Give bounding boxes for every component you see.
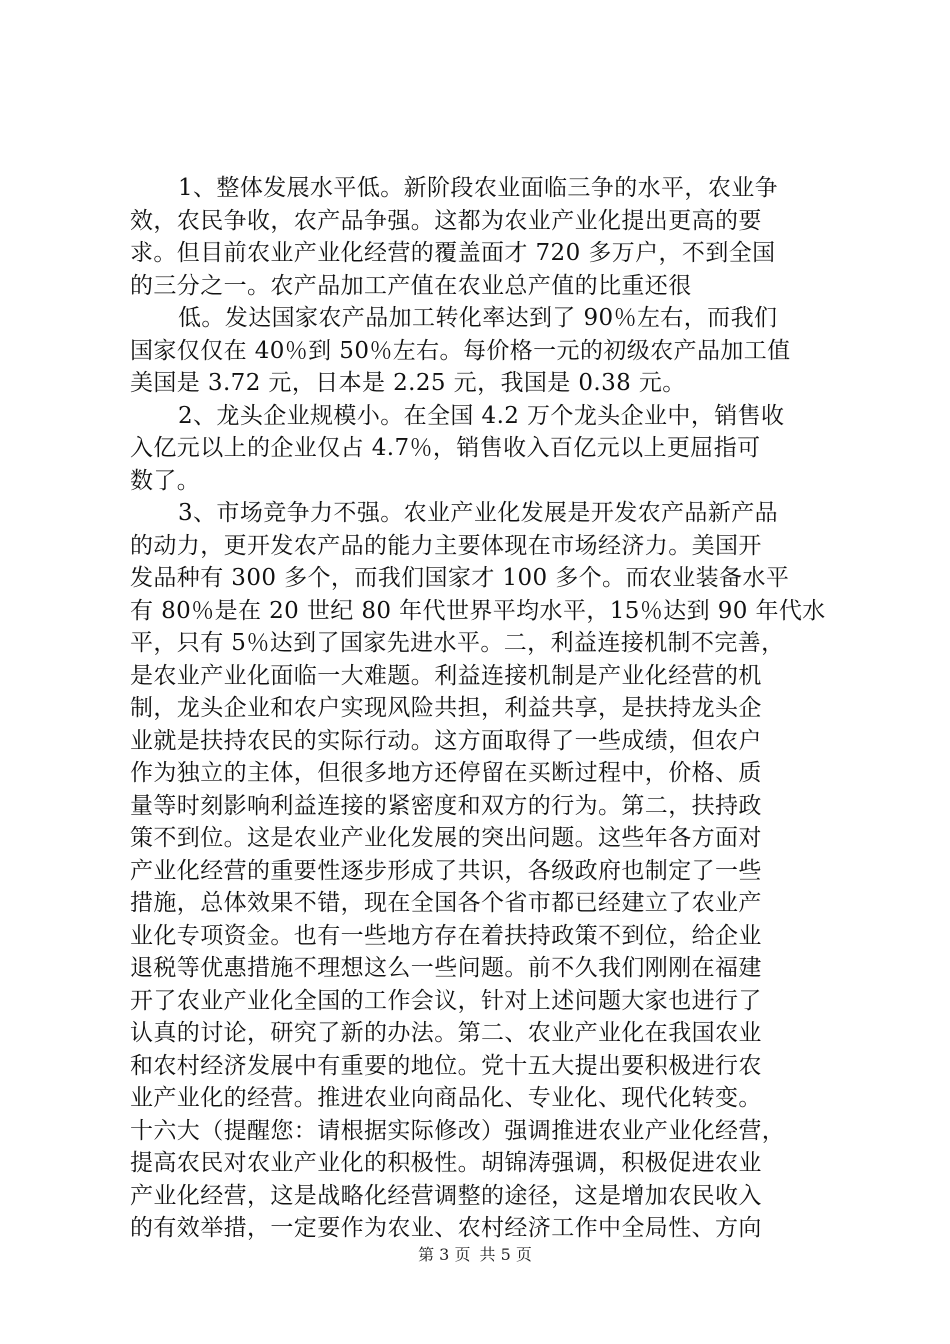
text-line: 制，龙头企业和农户实现风险共担，利益共享，是扶持龙头企 xyxy=(130,695,762,721)
text-line: 十六大（提醒您：请根据实际修改）强调推进农业产业化经营， xyxy=(130,1117,786,1144)
text-line: 作为独立的主体，但很多地方还停留在买断过程中，价格、质 xyxy=(130,760,762,786)
page-number-current: 第 3 页 xyxy=(418,1245,471,1264)
page-number-total: 共 5 页 xyxy=(479,1245,532,1264)
body-text xyxy=(130,172,830,1245)
text-line: 的动力，更开发农产品的能力主要体现在市场经济力。美国开 xyxy=(130,532,762,559)
text-line: 3、市场竞争力不强。农业产业化发展是开发农产品新产品 xyxy=(178,500,779,526)
text-line: 数了。 xyxy=(130,467,201,494)
text-line: 有 80％是在 20 世纪 80 年代世界平均水平，15％达到 90 年代水 xyxy=(130,597,826,624)
text-line: 认真的讨论，研究了新的办法。第二、农业产业化在我国农业 xyxy=(130,1020,762,1046)
text-line: 业就是扶持农民的实际行动。这方面取得了一些成绩，但农户 xyxy=(130,727,762,754)
text-line: 措施，总体效果不错，现在全国各个省市都已经建立了农业产 xyxy=(130,890,762,916)
text-line: 发品种有 300 多个，而我们国家才 100 多个。而农业装备水平 xyxy=(130,565,790,591)
text-line: 效，农民争收，农产品争强。这都为农业产业化提出更高的要 xyxy=(130,207,762,234)
text-line: 平，只有 5％达到了国家先进水平。二，利益连接机制不完善， xyxy=(130,630,785,656)
text-line: 业产业化的经营。推进农业向商品化、专业化、现代化转变。 xyxy=(130,1085,762,1111)
text-line: 和农村经济发展中有重要的地位。党十五大提出要积极进行农 xyxy=(130,1052,762,1079)
text-line: 业化专项资金。也有一些地方存在着扶持政策不到位，给企业 xyxy=(130,922,762,949)
text-line: 2、龙头企业规模小。在全国 4.2 万个龙头企业中，销售收 xyxy=(178,402,785,429)
text-line: 求。但目前农业产业化经营的覆盖面才 720 多万户，不到全国 xyxy=(130,240,776,266)
page-footer xyxy=(0,1244,950,1266)
text-line: 国家仅仅在 40％到 50％左右。每价格一元的初级农产品加工值 xyxy=(130,337,791,364)
text-line: 量等时刻影响利益连接的紧密度和双方的行为。第二，扶持政 xyxy=(130,792,762,819)
text-line: 1、整体发展水平低。新阶段农业面临三争的水平，农业争 xyxy=(178,175,779,201)
text-line: 的有效举措，一定要作为农业、农村经济工作中全局性、方向 xyxy=(130,1215,762,1241)
text-line: 美国是 3.72 元，日本是 2.25 元，我国是 0.38 元。 xyxy=(130,370,686,396)
text-line: 退税等优惠措施不理想这么一些问题。前不久我们刚刚在福建 xyxy=(130,955,762,981)
text-line: 提高农民对农业产业化的积极性。胡锦涛强调，积极促进农业 xyxy=(130,1150,762,1176)
text-line: 是农业产业化面临一大难题。利益连接机制是产业化经营的机 xyxy=(130,662,762,689)
text-line: 产业化经营的重要性逐步形成了共识，各级政府也制定了一些 xyxy=(130,857,762,884)
text-line: 的三分之一。农产品加工产值在农业总产值的比重还很 xyxy=(130,272,692,299)
text-line: 入亿元以上的企业仅占 4.7％，销售收入百亿元以上更屈指可 xyxy=(130,435,761,461)
text-line: 低。发达国家农产品加工转化率达到了 90％左右，而我们 xyxy=(178,305,778,331)
text-line: 开了农业产业化全国的工作会议，针对上述问题大家也进行了 xyxy=(130,987,762,1014)
text-line: 产业化经营，这是战略化经营调整的途径，这是增加农民收入 xyxy=(130,1182,762,1209)
text-line: 策不到位。这是农业产业化发展的突出问题。这些年各方面对 xyxy=(130,825,762,851)
